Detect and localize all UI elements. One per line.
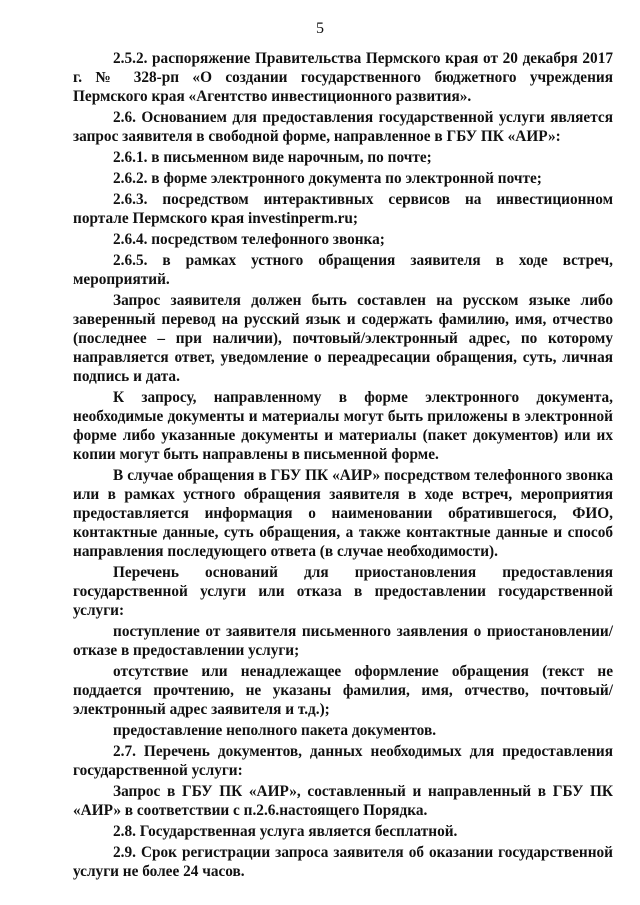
- paragraph-2-5-2: 2.5.2. распоряжение Правительства Пермского края от 20 декабря 2017 г. № 328-рп «О создании государственного бюджетного учреждения Пермского края «Агентство инвестиционного развития».: [73, 50, 613, 105]
- paragraph-2-6-1: 2.6.1. в письменном виде нарочным, по почте;: [113, 149, 432, 166]
- paragraph-ground-incomplete-package: предоставление неполного пакета документов.: [113, 722, 437, 739]
- document-body: [73, 49, 613, 883]
- paragraph-2-6-4: 2.6.4. посредством телефонного звонка;: [113, 231, 385, 248]
- paragraph-request-per-2-6: Запрос в ГБУ ПК «АИР», составленный и направленный в ГБУ ПК «АИР» в соответствии с п.2.6.настоящего Порядка.: [73, 783, 613, 819]
- paragraph-2-6: 2.6. Основанием для предоставления государственной услуги является запрос заявителя в свободной форме, направленное в ГБУ ПК «АИР»:: [73, 109, 613, 145]
- page-number: 5: [316, 20, 324, 37]
- paragraph-electronic-attachments: К запросу, направленному в форме электронного документа, необходимые документы и материалы могут быть приложены в электронной форме либо указанные документы и материалы (пакет документов) или их копии могут быть направлены в письменной форме.: [73, 389, 613, 463]
- paragraph-2-8: 2.8. Государственная услуга является бесплатной.: [113, 823, 458, 840]
- paragraph-2-6-2: 2.6.2. в форме электронного документа по электронной почте;: [113, 170, 542, 187]
- paragraph-ground-improper-form: отсутствие или ненадлежащее оформление обращения (текст не поддается прочтению, не указаны фамилия, имя, отчество, почтовый/электронный адрес заявителя и т.д.);: [73, 663, 613, 718]
- paragraph-ground-written-request: поступление от заявителя письменного заявления о приостановлении/отказе в предоставлении услуги;: [73, 623, 613, 659]
- paragraph-2-6-3: 2.6.3. посредством интерактивных сервисов на инвестиционном портале Пермского края investinperm.ru;: [73, 191, 613, 227]
- paragraph-2-7: 2.7. Перечень документов, данных необходимых для предоставления государственной услуги:: [73, 743, 613, 779]
- paragraph-2-6-5: 2.6.5. в рамках устного обращения заявителя в ходе встреч, мероприятий.: [73, 252, 613, 288]
- paragraph-phone-or-oral: В случае обращения в ГБУ ПК «АИР» посредством телефонного звонка или в рамках устного обращения заявителя в ходе встреч, мероприятия предоставляется информация о наименовании обратившегося, ФИО, контактные данные, суть обращения, а также контактные данные и способ направления последующего ответа (в случае необходимости).: [73, 467, 613, 560]
- paragraph-2-9: 2.9. Срок регистрации запроса заявителя об оказании государственной услуги не более 24 часов.: [73, 844, 613, 880]
- paragraph-request-requirements: Запрос заявителя должен быть составлен на русском языке либо заверенный перевод на русский язык и содержать фамилию, имя, отчество (последнее – при наличии), почтовый/электронный адрес, по которому направляется ответ, уведомление о переадресации обращения, суть, личная подпись и дата.: [73, 292, 613, 385]
- paragraph-suspension-grounds: Перечень оснований для приостановления предоставления государственной услуги или отказа в предоставлении государственной услуги:: [73, 564, 613, 619]
